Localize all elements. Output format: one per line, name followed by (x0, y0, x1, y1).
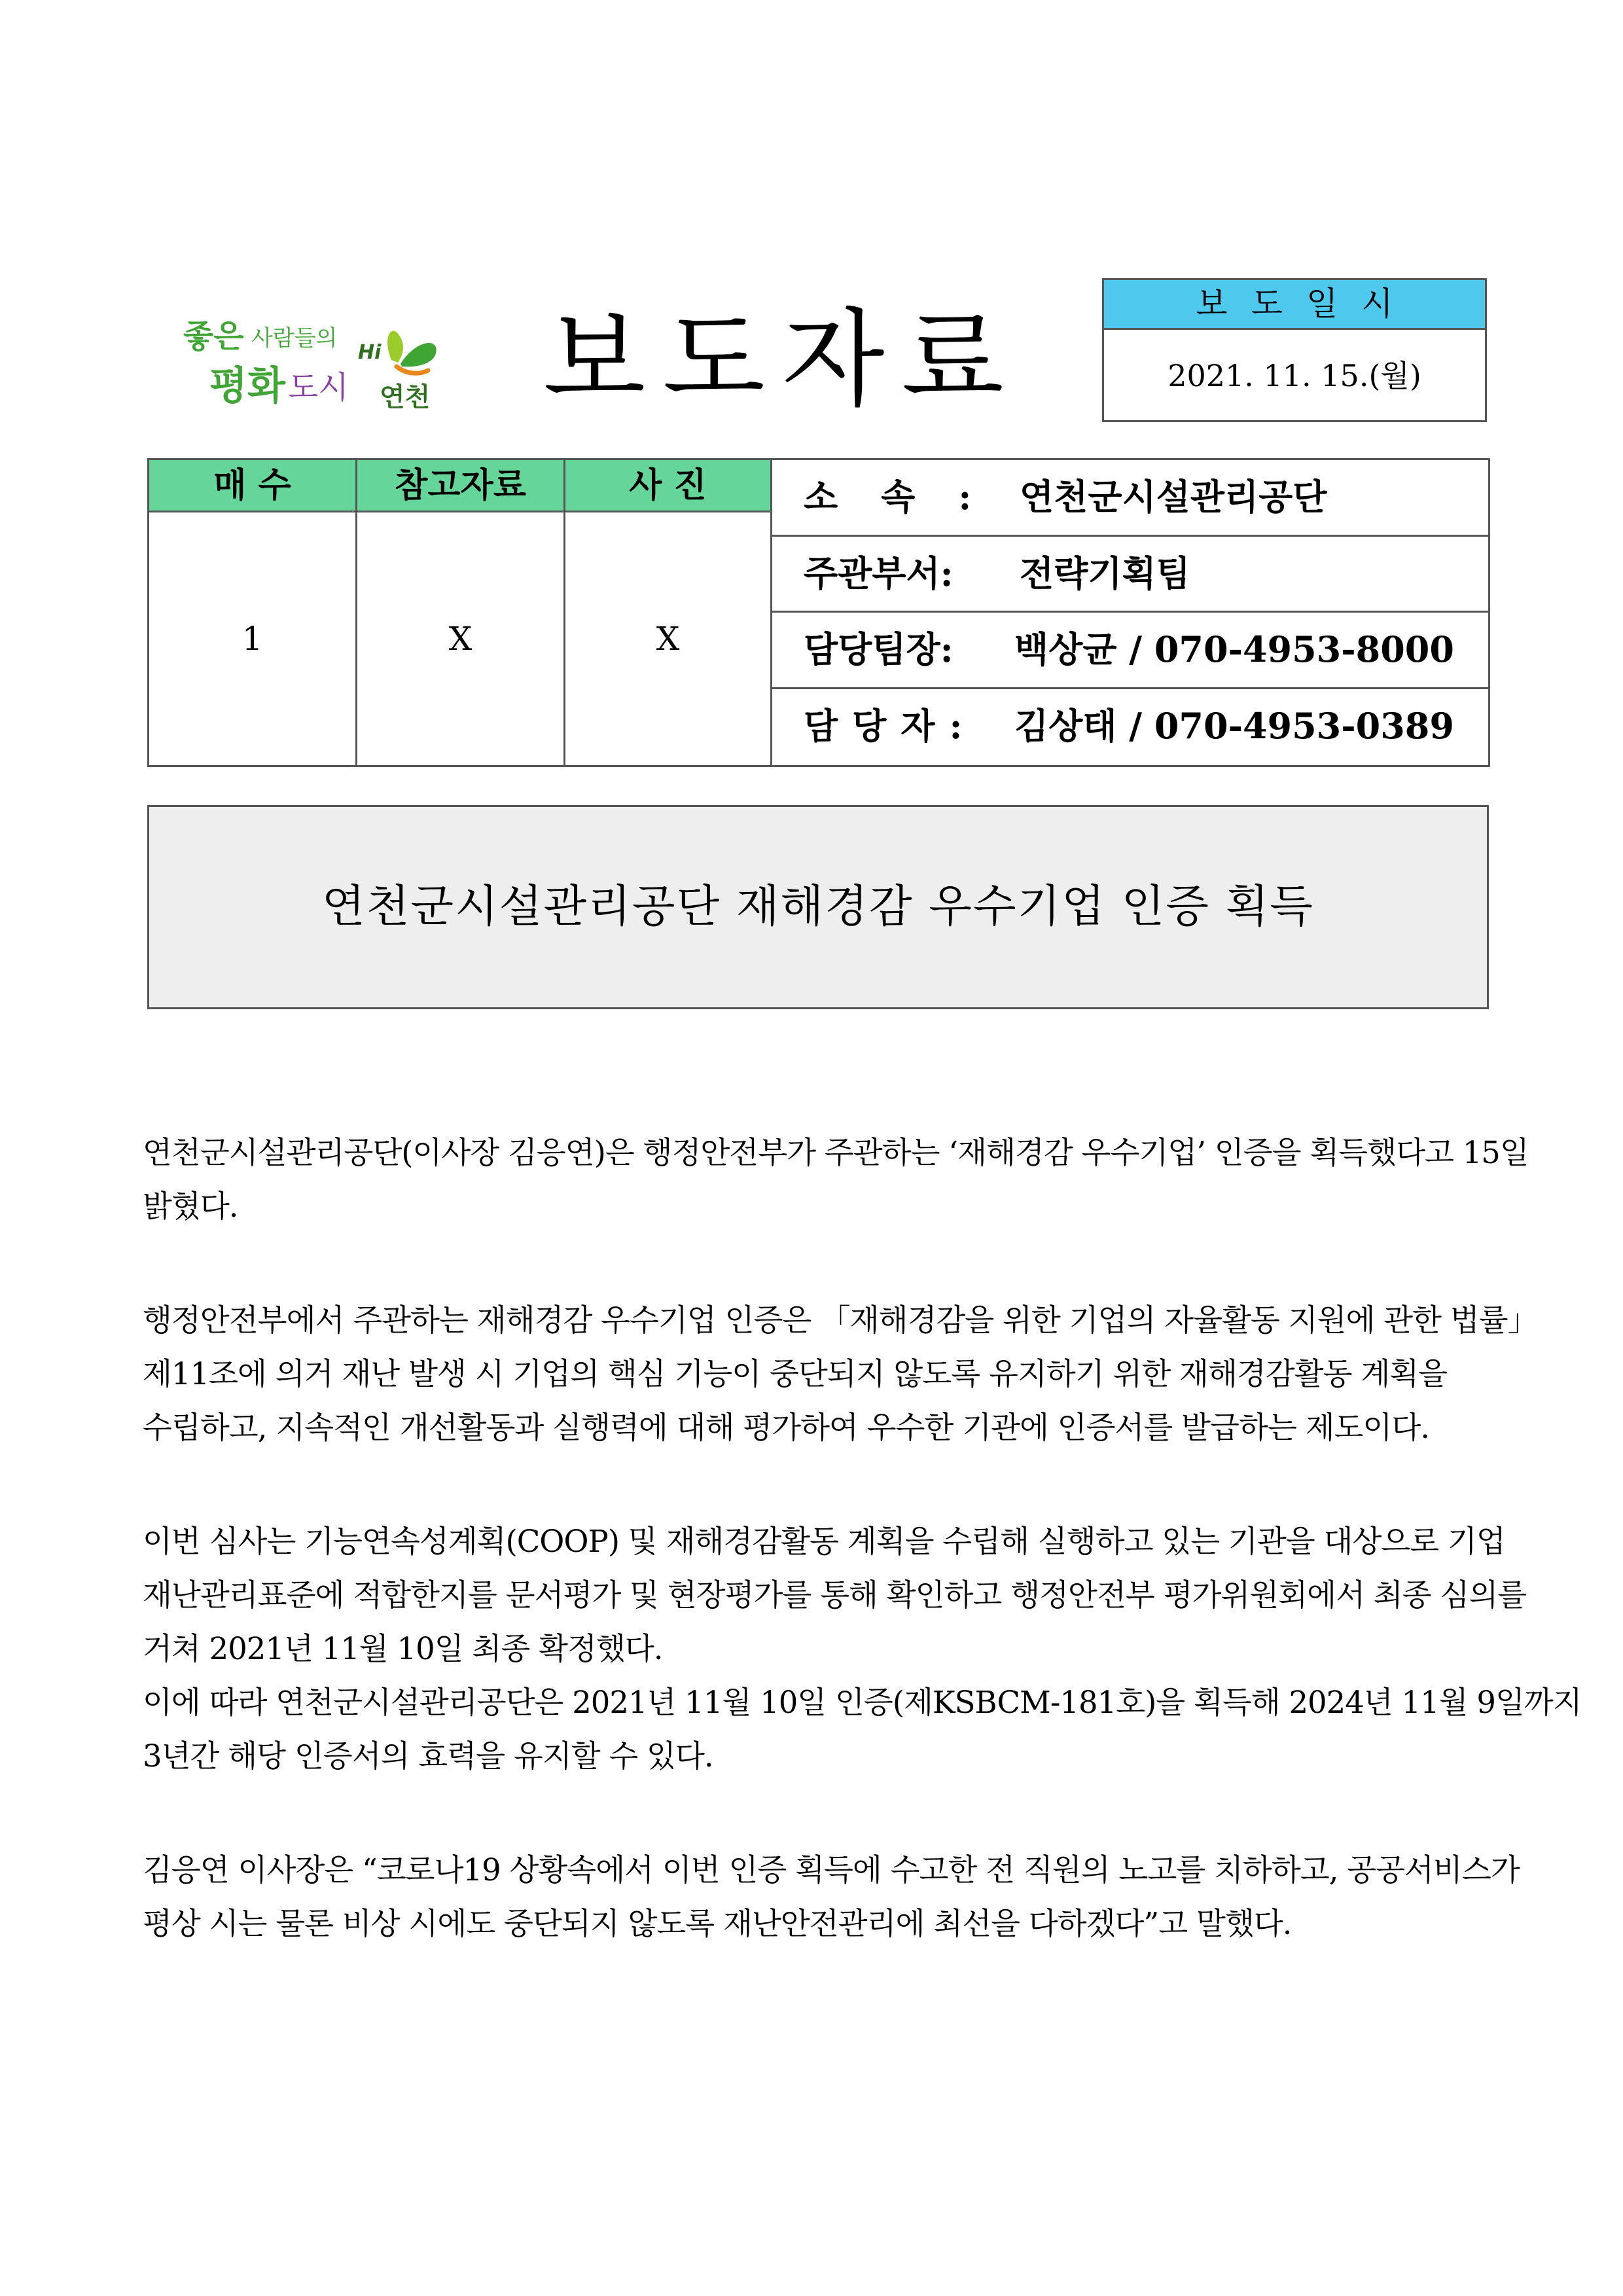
paragraph-2 (143, 1293, 1538, 1454)
header-page-count: 매 수 (149, 460, 357, 512)
contact-value: 백상균 / 070-4953-8000 (1014, 628, 1454, 670)
value-photo: X (656, 620, 680, 658)
contact-row-team-leader (772, 613, 1488, 689)
article-body (143, 1126, 1582, 1950)
body-line: 수립하고, 지속적인 개선활동과 실행력에 대해 평가하여 우수한 기관에 인증서를 발급하는 제도이다. (143, 1410, 1430, 1445)
body-line: 연천군시설관리공단(이사장 김응연)은 행정안전부가 주관하는 ‘재해경감 우수기업’ 인증을 획득했다고 15일 (143, 1135, 1529, 1170)
brand-mark-icon (387, 331, 437, 374)
contact-label: 담당팀장: (804, 628, 954, 670)
page-title: 보도자료 (543, 298, 1021, 422)
paragraph-1 (143, 1126, 1529, 1233)
release-date-box (1102, 278, 1487, 422)
logo-brand-hi: Hi (358, 341, 382, 364)
body-line: 밝혔다. (143, 1189, 238, 1224)
contact-row-affiliation (772, 460, 1488, 537)
contact-label: 담당자: (804, 704, 977, 747)
body-line: 재난관리표준에 적합한지를 문서평가 및 현장평가를 통해 확인하고 행정안전부 평가위원회에서 최종 심의를 (143, 1577, 1527, 1613)
body-line: 거쳐 2021년 11월 10일 최종 확정했다. (143, 1631, 663, 1666)
header-photo: 사 진 (565, 460, 770, 512)
body-line: 행정안전부에서 주관하는 재해경감 우수기업 인증은 「재해경감을 위한 기업의 자율활동 지원에 관한 법률」 (143, 1302, 1538, 1338)
headline: 연천군시설관리공단 재해경감 우수기업 인증 획득 (147, 805, 1489, 1009)
value-reference: X (357, 512, 565, 765)
logo-slogan-part4: 도시 (288, 369, 349, 406)
contact-label: 소속: (804, 476, 1015, 518)
logo-slogan-part3: 평화 (209, 363, 285, 409)
paragraph-4 (143, 1843, 1520, 1950)
logo-slogan-part1: 좋은 (183, 318, 244, 355)
body-line: 이번 심사는 기능연속성계획(COOP) 및 재해경감활동 계획을 수립해 실행하고 있는 기관을 대상으로 기업 (143, 1524, 1505, 1559)
body-line: 이에 따라 연천군시설관리공단은 2021년 11월 10일 인증(제KSBCM-181호)을 획득해 2024년 11월 9일까지 (143, 1685, 1582, 1720)
paragraph-3 (143, 1515, 1582, 1783)
body-line: 평상 시는 물론 비상 시에도 중단되지 않도록 재난안전관리에 최선을 다하겠다”고 말했다. (143, 1906, 1292, 1941)
release-date: 2021. 11. 15.(월) (1168, 358, 1421, 393)
body-line: 김응연 이사장은 “코로나19 상황속에서 이번 인증 획득에 수고한 전 직원의 노고를 치하하고, 공공서비스가 (143, 1852, 1520, 1888)
contact-value: 전략기획팀 (1020, 552, 1190, 594)
logo-slogan-part2: 사람들의 (251, 325, 338, 351)
body-line: 3년간 해당 인증서의 효력을 유지할 수 있다. (143, 1738, 713, 1774)
body-line: 제11조에 의거 재난 발생 시 기업의 핵심 기능이 중단되지 않도록 유지하기 위한 재해경감활동 계획을 (143, 1356, 1448, 1391)
contact-value: 김상태 / 070-4953-0389 (1014, 704, 1454, 747)
logo-brand-name: 연천 (380, 382, 431, 412)
contact-label: 주관부서: (804, 552, 954, 594)
contact-info-table (772, 458, 1490, 767)
contact-value: 연천군시설관리공단 (1020, 476, 1327, 518)
header-reference: 참고자료 (357, 460, 565, 512)
contact-row-person-in-charge (772, 689, 1488, 766)
organization-logo (171, 308, 473, 432)
contact-row-department (772, 537, 1488, 613)
release-label: 보도일시 (1104, 280, 1485, 330)
attachment-info-table (147, 458, 772, 767)
value-page-count: 1 (149, 512, 357, 765)
